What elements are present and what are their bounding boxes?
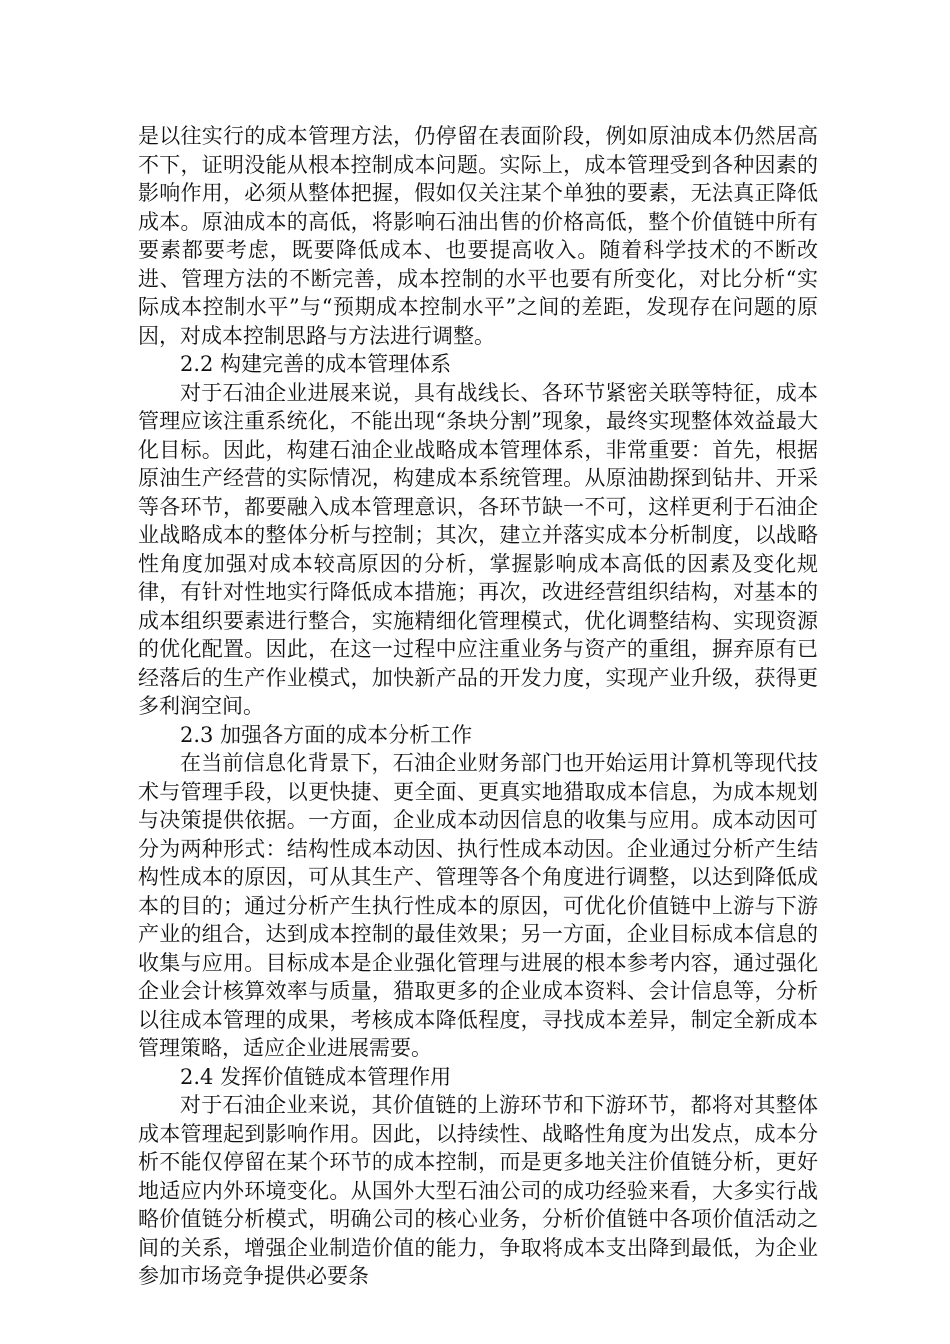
section-heading-2-2: 2.2 构建完善的成本管理体系 <box>180 352 452 376</box>
section-heading-2-4: 2.4 发挥价值链成本管理作用 <box>180 1064 452 1089</box>
paragraph-2-2: 对于石油企业进展来说，具有战线长、各环节紧密关联等特征，成本管理应该注重系统化，不能出现“条块分割”现象，最终实现整体效益最大化目标。因此，构建石油企业战略成本管理体系，非常重要：首先，根据原油生产经营的实际情况，构建成本系统管理。从原油勘探到钻井、开采等各环节，都要融入成本管理意识，各环节缺一不可，这样更利于石油企业战略成本的整体分析与控制；其次，建立并落实成本分析制度，以战略性角度加强对成本较高原因的分析，掌握影响成本高低的因素及变化规律，有针对性地实行降低成本措施；再次，改进经营组织结构，对基本的成本组织要素进行整合，实施精细化管理模式，优化调整结构、实现资源的优化配置。因此，在这一过程中应注重业务与资产的重组，摒弃原有已经落后的生产作业模式，加快新产品的开发力度，实现产业升级，获得更多利润空间。 <box>138 380 818 718</box>
paragraph-2-3: 在当前信息化背景下，石油企业财务部门也开始运用计算机等现代技术与管理手段，以更快捷、更全面、更真实地猎取成本信息，为成本规划与决策提供依据。一方面，企业成本动因信息的收集与应用。成本动因可分为两种形式：结构性成本动因、执行性成本动因。企业通过分析产生结构性成本的原因，可从其生产、管理等各个角度进行调整，以达到降低成本的目的；通过分析产生执行性成本的原因，可优化价值链中上游与下游产业的组合，达到成本控制的最佳效果；另一方面，企业目标成本信息的收集与应用。目标成本是企业强化管理与进展的根本参考内容，通过强化企业会计核算效率与质量，猎取更多的企业成本资料、会计信息等，分析以往成本管理的成果，考核成本降低程度，寻找成本差异，制定全新成本管理策略，适应企业进展需要。 <box>138 751 818 1060</box>
paragraph-continued: 是以往实行的成本管理方法，仍停留在表面阶段，例如原油成本仍然居高不下，证明没能从根本控制成本问题。实际上，成本管理受到各种因素的影响作用，必须从整体把握，假如仅关注某个单独的要素，无法真正降低成本。原油成本的高低，将影响石油出售的价格高低，整个价值链中所有要素都要考虑，既要降低成本、也要提高收入。随着科学技术的不断改进、管理方法的不断完善，成本控制的水平也要有所变化，对比分析“实际成本控制水平”与“预期成本控制水平”之间的差距，发现存在问题的原因，对成本控制思路与方法进行调整。 <box>138 124 818 348</box>
section-heading-2-3: 2.3 加强各方面的成本分析工作 <box>180 722 473 747</box>
document-page <box>138 122 818 1291</box>
paragraph-2-4: 对于石油企业来说，其价值链的上游环节和下游环节，都将对其整体成本管理起到影响作用。因此，以持续性、战略性角度为出发点，成本分析不能仅停留在某个环节的成本控制，而是更多地关注价值链分析，更好地适应内外环境变化。从国外大型石油公司的成功经验来看，大多实行战略价值链分析模式，明确公司的核心业务，分析价值链中各项价值活动之间的关系，增强企业制造价值的能力，争取将成本支出降到最低，为企业参加市场竞争提供必要条 <box>138 1093 818 1288</box>
